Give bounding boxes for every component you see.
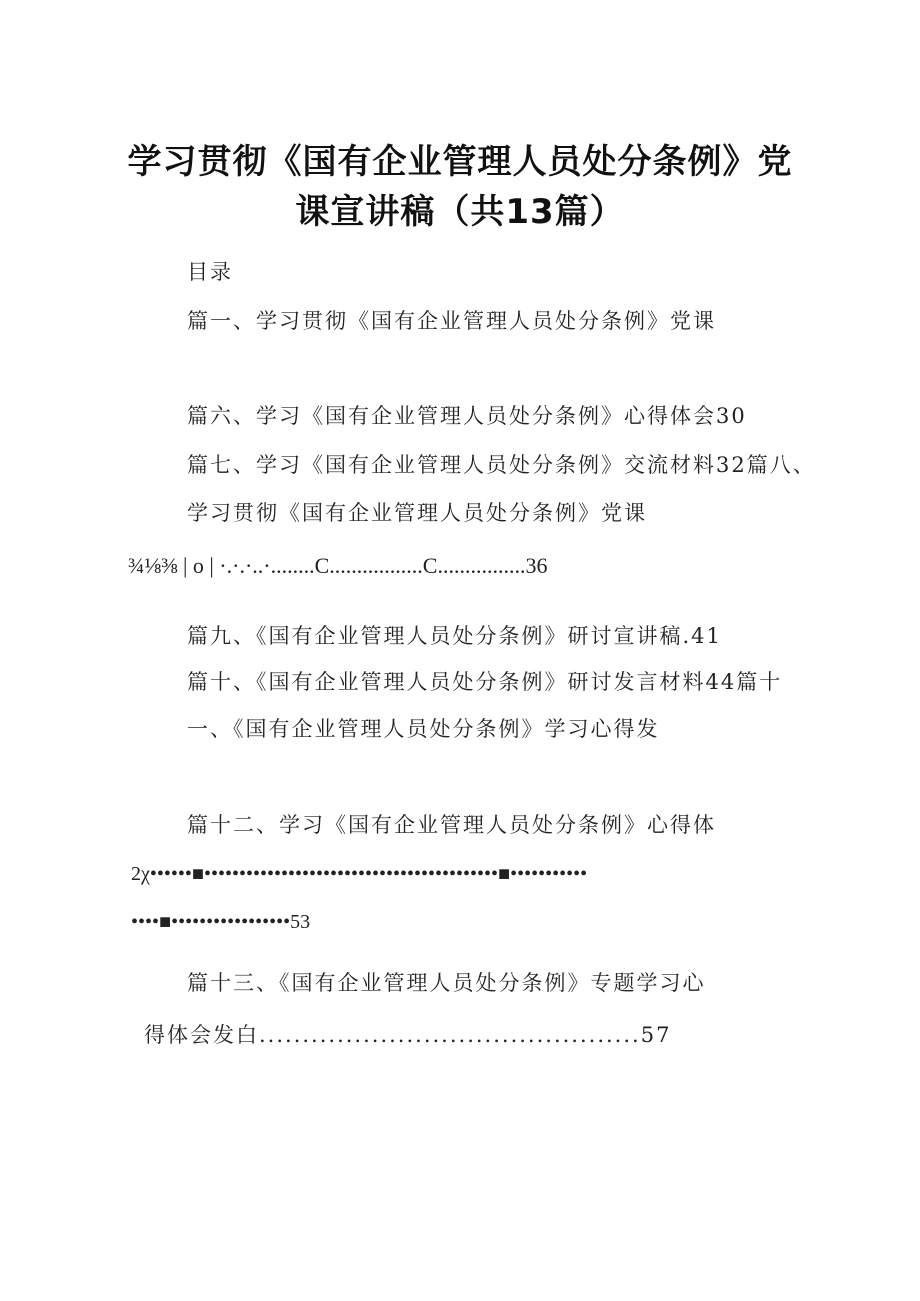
toc-entry: 得体会发白............................................57: [144, 1023, 672, 1047]
toc-heading: 目录: [187, 260, 233, 284]
toc-entry: 篇十、《国有企业管理人员处分条例》研讨发言材料44篇十: [187, 670, 783, 694]
toc-leader-line: ••••■•••••••••••••••••53: [131, 911, 311, 933]
document-title-line-2: 课宣讲稿（共13篇）: [295, 192, 625, 232]
document-title-line-1: 学习贯彻《国有企业管理人员处分条例》党: [127, 142, 793, 182]
toc-entry: 一、《国有企业管理人员处分条例》学习心得发: [187, 717, 660, 741]
toc-leader-line: 2χ••••••■••••••••••••••••••••••••••••••••••••••••••■•••••••••••: [131, 863, 588, 885]
toc-entry: 篇六、学习《国有企业管理人员处分条例》心得体会30: [187, 404, 747, 428]
toc-entry: 篇一、学习贯彻《国有企业管理人员处分条例》党课: [187, 309, 716, 333]
toc-entry: 篇十三、《国有企业管理人员处分条例》专题学习心: [187, 971, 706, 995]
toc-leader-line: ¾⅛⅜ | o | ·.·.·..·........C.................C................36: [128, 553, 548, 578]
toc-entry: 篇十二、学习《国有企业管理人员处分条例》心得体: [187, 813, 716, 837]
toc-entry: 篇九、《国有企业管理人员处分条例》研讨宣讲稿.41: [187, 624, 722, 648]
toc-entry: 学习贯彻《国有企业管理人员处分条例》党课: [187, 501, 647, 525]
toc-entry: 篇七、学习《国有企业管理人员处分条例》交流材料32篇八、: [187, 453, 816, 477]
